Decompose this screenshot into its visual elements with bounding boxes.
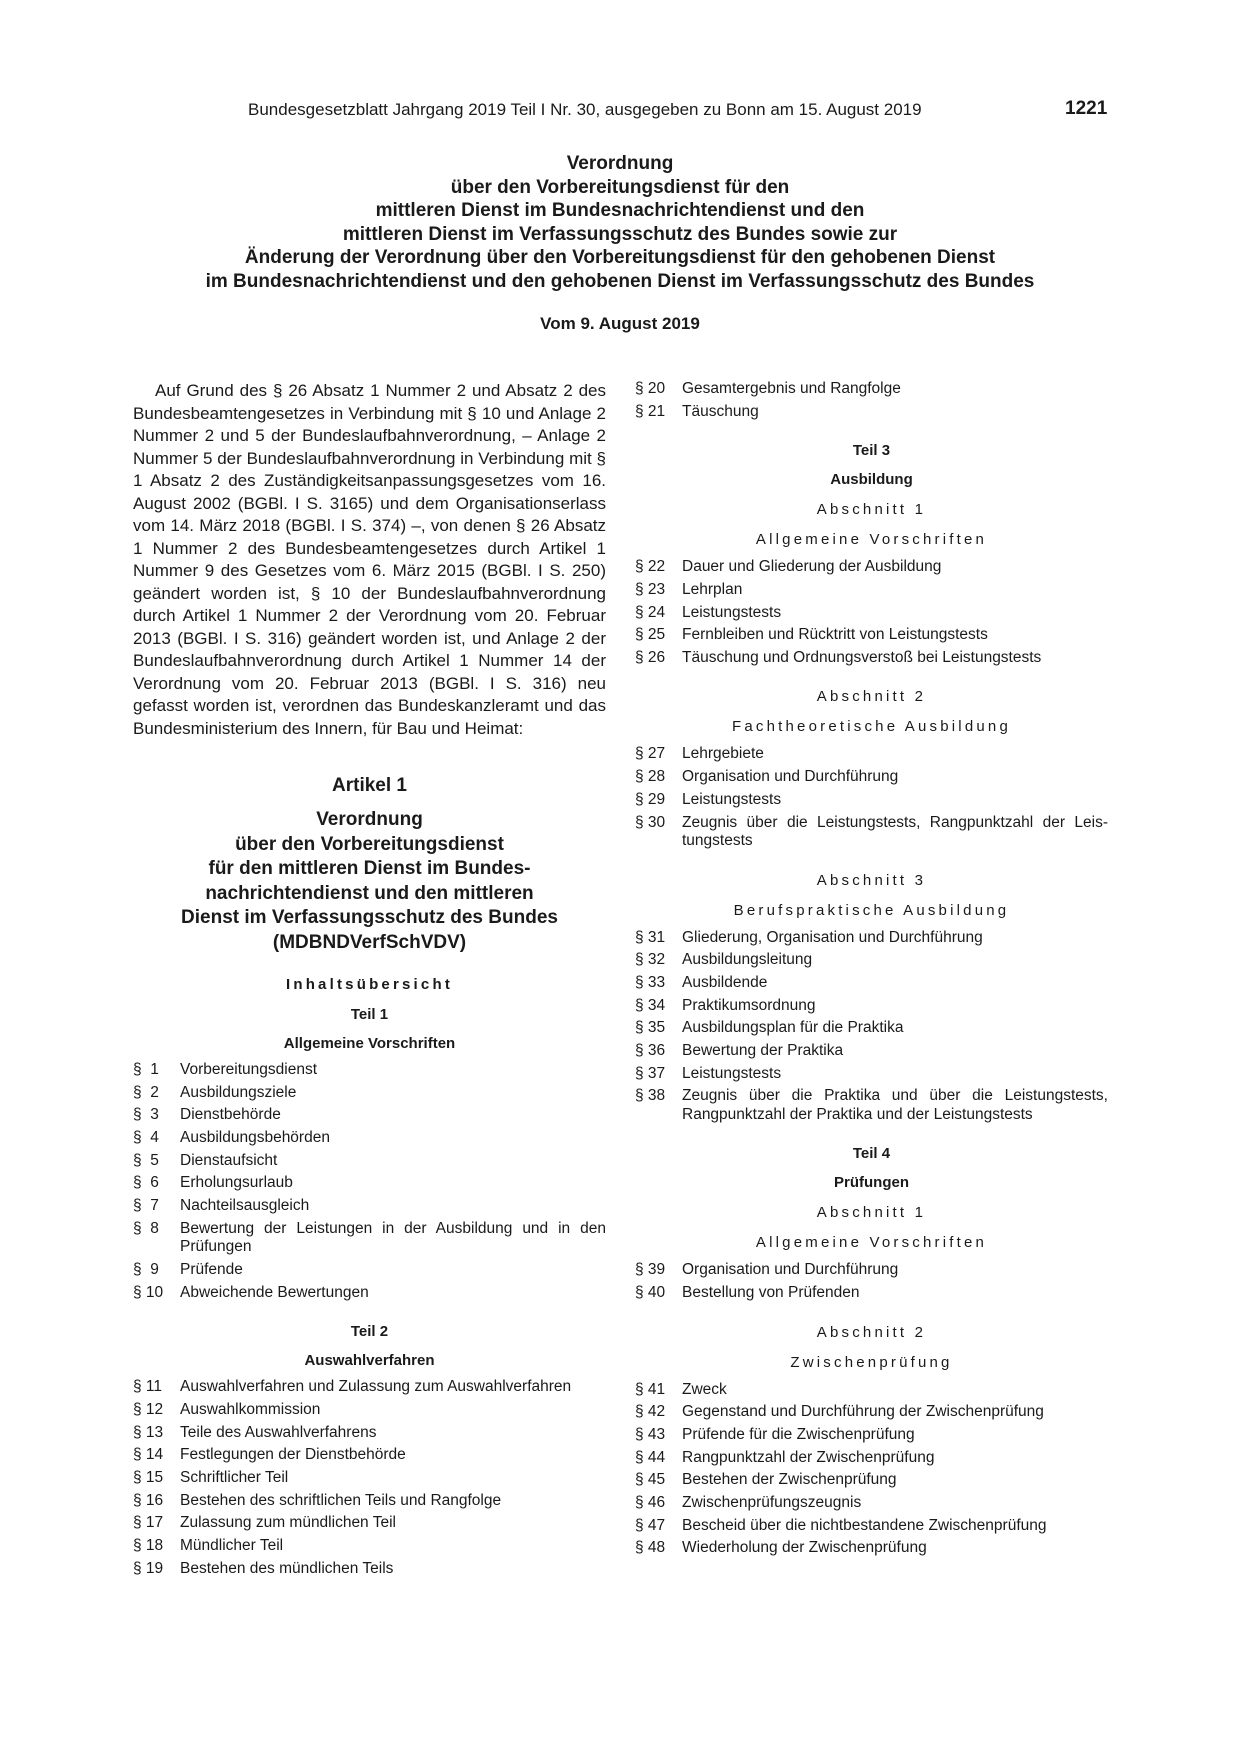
- artikel-title-line: nachrichtendienst und den mittleren: [205, 882, 534, 904]
- artikel-title-line: über den Vorbereitungsdienst: [235, 833, 504, 855]
- paragraph-title: Dienstbehörde: [180, 1106, 281, 1124]
- paragraph-title: Dienstaufsicht: [180, 1151, 278, 1169]
- paragraph-title: Gliederung, Organisation und Durchführung: [682, 928, 983, 946]
- toc-item: [635, 951, 1108, 970]
- toc-item: [133, 1424, 606, 1443]
- paragraph-number: § 34: [635, 996, 666, 1014]
- paragraph-title: Bewertung der Praktika: [682, 1041, 844, 1059]
- paragraph-number: § 28: [635, 768, 666, 786]
- teil1-label: Teil 1: [350, 1006, 389, 1023]
- artikel-title-line: für den mittleren Dienst im Bundes-: [208, 858, 531, 879]
- toc-item: [133, 1378, 606, 1397]
- toc-item: [635, 1042, 1108, 1061]
- paragraph-title: Ausbildungsleitung: [682, 951, 813, 969]
- paragraph-number: § 45: [635, 1471, 666, 1489]
- toc-item: [635, 768, 1108, 787]
- paragraph-title: Nachteilsausgleich: [180, 1197, 310, 1215]
- artikel-title-line: Verordnung: [316, 809, 423, 830]
- paragraph-title: Gesamtergebnis und Rangfolge: [682, 380, 901, 397]
- artikel-heading: Artikel 1: [332, 775, 407, 796]
- toc-item: [635, 1403, 1108, 1422]
- toc-item: [133, 1446, 606, 1465]
- paragraph-title: Bescheid über die nichtbestandene Zwischenprüfung: [682, 1516, 1047, 1534]
- paragraph-title: Bestellung von Prüfenden: [682, 1284, 860, 1301]
- paragraph-number: § 15: [133, 1468, 164, 1486]
- teil3-title: Ausbildung: [830, 471, 913, 489]
- paragraph-number: § 17: [133, 1514, 164, 1532]
- paragraph-number: § 19: [133, 1559, 164, 1577]
- teil4-abschnitt1-title: Allgemeine Vorschriften: [755, 1234, 988, 1252]
- paragraph-number: § 46: [635, 1493, 666, 1511]
- title-line: Verordnung: [566, 153, 674, 174]
- toc-item: [635, 1494, 1108, 1513]
- right-column: [635, 380, 1108, 1562]
- toc-item: [635, 974, 1108, 993]
- paragraph-title: Erholungsurlaub: [180, 1174, 293, 1192]
- paragraph-title: Auswahlkommission: [180, 1400, 321, 1418]
- teil3-abschnitt3-list: [635, 929, 1108, 1125]
- teil3-abschnitt2-list: [635, 745, 1108, 850]
- paragraph-title: Praktikumsordnung: [682, 996, 816, 1014]
- toc-item: [133, 1284, 606, 1303]
- teil2-title: Auswahlverfahren: [304, 1352, 435, 1370]
- toc-item: [635, 1471, 1108, 1490]
- paragraph-number: § 16: [133, 1491, 164, 1509]
- paragraph-number: § 44: [635, 1448, 666, 1466]
- teil4-abschnitt1-list: [635, 1261, 1108, 1302]
- toc-heading: Inhaltsübersicht: [285, 976, 454, 993]
- paragraph-number: § 24: [635, 603, 666, 621]
- paragraph-title: Leistungstests: [682, 1064, 782, 1082]
- paragraph-title: Leistungstests: [682, 790, 782, 808]
- paragraph-number: § 29: [635, 790, 666, 808]
- teil4-label: Teil 4: [852, 1145, 891, 1163]
- toc-item: [133, 1061, 606, 1080]
- paragraph-title: Vorbereitungsdienst: [180, 1061, 318, 1078]
- toc-item: [635, 649, 1108, 668]
- paragraph-number: § 6: [133, 1174, 159, 1192]
- paragraph-title: Lehrplan: [682, 580, 743, 598]
- paragraph-number: § 12: [133, 1400, 164, 1418]
- toc-item: [133, 1401, 606, 1420]
- paragraph-number: § 40: [635, 1284, 666, 1301]
- paragraph-title: Rangpunktzahl der Zwischenprüfung: [682, 1448, 935, 1466]
- toc-item: [133, 1220, 606, 1257]
- toc-item: [133, 1084, 606, 1103]
- teil1-title: Allgemeine Vorschriften: [283, 1035, 456, 1052]
- paragraph-number: § 23: [635, 580, 666, 598]
- paragraph-title: Festlegungen der Dienstbehörde: [180, 1446, 406, 1464]
- teil3-abschnitt2-title: Fachtheoretische Ausbildung: [731, 718, 1012, 736]
- paragraph-number: § 47: [635, 1516, 666, 1534]
- toc-item: [635, 626, 1108, 645]
- title-line: mittleren Dienst im Verfassungsschutz des Bundes sowie zur: [342, 223, 898, 245]
- title-line: über den Vorbereitungsdienst für den: [450, 176, 790, 198]
- paragraph-title: Gegenstand und Durchführung der Zwischenprüfung: [682, 1403, 1044, 1421]
- toc-item: [133, 1560, 606, 1579]
- preamble: Auf Grund des § 26 Absatz 1 Nummer 2 und Absatz 2 des Bundesbeamtengesetzes in Verbindung mit § 10 und Anlage 2 Nummer 2 und 5 der Bundeslaufbahnverordnung, – Anlage 2 Nummer 5 der Bundeslaufbahnverordnung in Verbindung mit § 1 Absatz 2 des Zuständigkeitsanpassungsgesetzes vom 16. August 2002 (BGBl. I S. 3165) und dem Organisationserlass vom 14. März 2018 (BGBl. I S. 374) –, von denen § 26 Absatz 1 Nummer 2 des Bundesbeamtengesetzes durch Artikel 1 Nummer 9 des Gesetzes vom 6. März 2015 (BGBl. I S. 250) geändert worden ist, § 10 der Bundeslaufbahnverordnung durch Artikel 1 Nummer 2 der Verordnung vom 20. Februar 2013 (BGBl. I S. 316) geändert worden ist, und Anlage 2 der Bundeslaufbahnverordnung durch Artikel 1 Nummer 14 der Verordnung vom 20. Februar 2013 (BGBl. I S. 316) neu gefasst worden ist, verordnen das Bundeskanzleramt und das Bundesministerium des Innern, für Bau und Heimat:: [133, 381, 606, 738]
- teil3-label: Teil 3: [852, 442, 891, 460]
- toc-item: [635, 1261, 1108, 1280]
- paragraph-title: Schriftlicher Teil: [180, 1468, 289, 1486]
- paragraph-number: § 4: [133, 1129, 159, 1147]
- paragraph-title: Täuschung und Ordnungsverstoß bei Leistungstests: [682, 648, 1042, 666]
- paragraph-number: § 11: [133, 1378, 163, 1396]
- publication-line: Bundesgesetzblatt Jahrgang 2019 Teil I Nr. 30, ausgegeben zu Bonn am 15. August 2019: [248, 100, 922, 119]
- paragraph-number: § 27: [635, 745, 666, 763]
- title-line: mittleren Dienst im Bundesnachrichtendienst und den: [375, 200, 865, 221]
- toc-item: [635, 581, 1108, 600]
- paragraph-title: Ausbildungsbehörden: [180, 1129, 330, 1147]
- paragraph-title: Prüfende für die Zwischenprüfung: [682, 1425, 915, 1443]
- paragraph-number: § 32: [635, 951, 666, 969]
- teil3-abschnitt1-title: Allgemeine Vorschriften: [755, 531, 988, 549]
- paragraph-title: Bestehen des mündlichen Teils: [180, 1559, 394, 1577]
- paragraph-title: Mündlicher Teil: [180, 1537, 284, 1554]
- teil4-title: Prüfungen: [834, 1174, 909, 1192]
- paragraph-title: Prüfende: [180, 1261, 243, 1278]
- toc-item: [133, 1129, 606, 1148]
- teil3-abschnitt1-list: [635, 558, 1108, 667]
- paragraph-number: § 1: [133, 1061, 159, 1078]
- paragraph-number: § 10: [133, 1283, 164, 1301]
- toc-item: [635, 1019, 1108, 1038]
- paragraph-title: Organisation und Durchführung: [682, 1261, 899, 1279]
- toc-item: [133, 1514, 606, 1533]
- toc-item: [635, 380, 1108, 399]
- toc-item: [133, 1152, 606, 1171]
- paragraph-number: § 26: [635, 648, 666, 666]
- toc-item: [635, 558, 1108, 577]
- artikel-title-line: Dienst im Verfassungsschutz des Bundes: [181, 907, 558, 928]
- paragraph-number: § 5: [133, 1151, 159, 1169]
- teil4-abschnitt2-title: Zwischenprüfung: [790, 1353, 953, 1371]
- page-number: 1221: [1065, 98, 1108, 119]
- paragraph-number: § 38: [635, 1087, 666, 1105]
- paragraph-title: Organisation und Durchführung: [682, 768, 899, 786]
- paragraph-number: § 2: [133, 1083, 159, 1101]
- paragraph-title: Zwischenprüfungszeugnis: [682, 1493, 862, 1511]
- paragraph-number: § 25: [635, 626, 666, 644]
- paragraph-number: § 42: [635, 1403, 666, 1421]
- toc-item: [635, 1539, 1108, 1558]
- toc-item: [635, 1449, 1108, 1468]
- title-line: im Bundesnachrichtendienst und den gehobenen Dienst im Verfassungsschutz des Bundes: [205, 270, 1035, 292]
- paragraph-number: § 14: [133, 1446, 164, 1464]
- paragraph-number: § 21: [635, 402, 666, 420]
- toc-item: [635, 1381, 1108, 1400]
- paragraph-number: § 39: [635, 1261, 666, 1279]
- paragraph-number: § 18: [133, 1537, 164, 1554]
- left-column: [133, 380, 606, 1582]
- toc-item: [635, 403, 1108, 422]
- paragraph-title: Bestehen der Zwischenprüfung: [682, 1471, 897, 1489]
- paragraph-title: Ausbildungsplan für die Praktika: [682, 1019, 904, 1037]
- teil3-abschnitt3-label: Abschnitt 3: [816, 871, 927, 889]
- teil4-abschnitt2-label: Abschnitt 2: [816, 1323, 927, 1341]
- artikel-title: [133, 808, 606, 955]
- paragraph-title: Zulassung zum mündlichen Teil: [180, 1514, 396, 1532]
- paragraph-number: § 13: [133, 1423, 164, 1441]
- teil4-abschnitt2-list: [635, 1381, 1108, 1558]
- paragraph-number: § 20: [635, 380, 666, 397]
- toc-item: [635, 1517, 1108, 1536]
- paragraph-title: Abweichende Bewertungen: [180, 1283, 369, 1301]
- toc-item: [133, 1197, 606, 1216]
- paragraph-number: § 48: [635, 1539, 666, 1557]
- toc-item: [133, 1174, 606, 1193]
- teil1-list: [133, 1061, 606, 1302]
- paragraph-title: Zeugnis über die Leistungstests, Rangpunktzahl der Leistungstests: [682, 813, 1108, 849]
- paragraph-number: § 31: [635, 928, 666, 946]
- toc-item: [635, 791, 1108, 810]
- paragraph-number: § 30: [635, 813, 666, 831]
- paragraph-title: Bestehen des schriftlichen Teils und Rangfolge: [180, 1491, 502, 1509]
- paragraph-title: Leistungstests: [682, 603, 782, 621]
- paragraph-number: § 8: [133, 1219, 159, 1237]
- paragraph-number: § 33: [635, 973, 666, 991]
- document-date: Vom 9. August 2019: [540, 314, 700, 333]
- paragraph-title: Dauer und Gliederung der Ausbildung: [682, 558, 942, 576]
- teil3-abschnitt1-label: Abschnitt 1: [816, 501, 927, 519]
- paragraph-title: Wiederholung der Zwischenprüfung: [682, 1539, 927, 1557]
- paragraph-title: Zeugnis über die Praktika und über die Leistungstests, Rangpunktzahl der Praktika und der Leistungstests: [682, 1087, 1108, 1123]
- paragraph-number: § 43: [635, 1425, 666, 1443]
- toc-item: [133, 1469, 606, 1488]
- teil2-list-continued: [635, 380, 1108, 421]
- paragraph-number: § 7: [133, 1197, 159, 1215]
- toc-item: [635, 997, 1108, 1016]
- toc-item: [635, 929, 1108, 948]
- paragraph-title: Zweck: [682, 1380, 727, 1398]
- toc-item: [635, 1426, 1108, 1445]
- paragraph-title: Teile des Auswahlverfahrens: [180, 1423, 377, 1441]
- paragraph-number: § 37: [635, 1064, 666, 1082]
- paragraph-title: Fernbleiben und Rücktritt von Leistungstests: [682, 626, 988, 644]
- toc-item: [133, 1261, 606, 1280]
- paragraph-number: § 41: [635, 1380, 666, 1398]
- document-title: [120, 152, 1120, 293]
- paragraph-title: Auswahlverfahren und Zulassung zum Auswahlverfahren: [180, 1378, 572, 1396]
- paragraph-title: Ausbildende: [682, 973, 768, 991]
- toc-item: [133, 1106, 606, 1125]
- paragraph-title: Bewertung der Leistungen in der Ausbildung und in den Prüfungen: [180, 1219, 606, 1256]
- paragraph-number: § 36: [635, 1041, 666, 1059]
- toc-item: [635, 1087, 1108, 1124]
- page-header: [0, 100, 1241, 124]
- teil3-abschnitt2-label: Abschnitt 2: [816, 688, 927, 706]
- artikel-title-line: (MDBNDVerfSchVDV): [272, 931, 467, 953]
- teil2-list: [133, 1378, 606, 1578]
- paragraph-number: § 9: [133, 1261, 159, 1278]
- toc-item: [635, 745, 1108, 764]
- toc-item: [133, 1492, 606, 1511]
- paragraph-title: Täuschung: [682, 402, 759, 420]
- toc-item: [133, 1537, 606, 1556]
- paragraph-number: § 3: [133, 1106, 159, 1124]
- paragraph-title: Ausbildungsziele: [180, 1083, 297, 1101]
- toc-item: [635, 1284, 1108, 1303]
- paragraph-number: § 22: [635, 558, 666, 576]
- toc-item: [635, 1065, 1108, 1084]
- teil2-label: Teil 2: [350, 1323, 389, 1341]
- paragraph-number: § 35: [635, 1019, 666, 1037]
- toc-item: [635, 604, 1108, 623]
- teil4-abschnitt1-label: Abschnitt 1: [816, 1204, 927, 1222]
- paragraph-title: Lehrgebiete: [682, 745, 764, 763]
- title-line: Änderung der Verordnung über den Vorbereitungsdienst für den gehobenen Dienst: [244, 247, 996, 268]
- toc-item: [635, 814, 1108, 851]
- teil3-abschnitt3-title: Berufspraktische Ausbildung: [733, 901, 1010, 919]
